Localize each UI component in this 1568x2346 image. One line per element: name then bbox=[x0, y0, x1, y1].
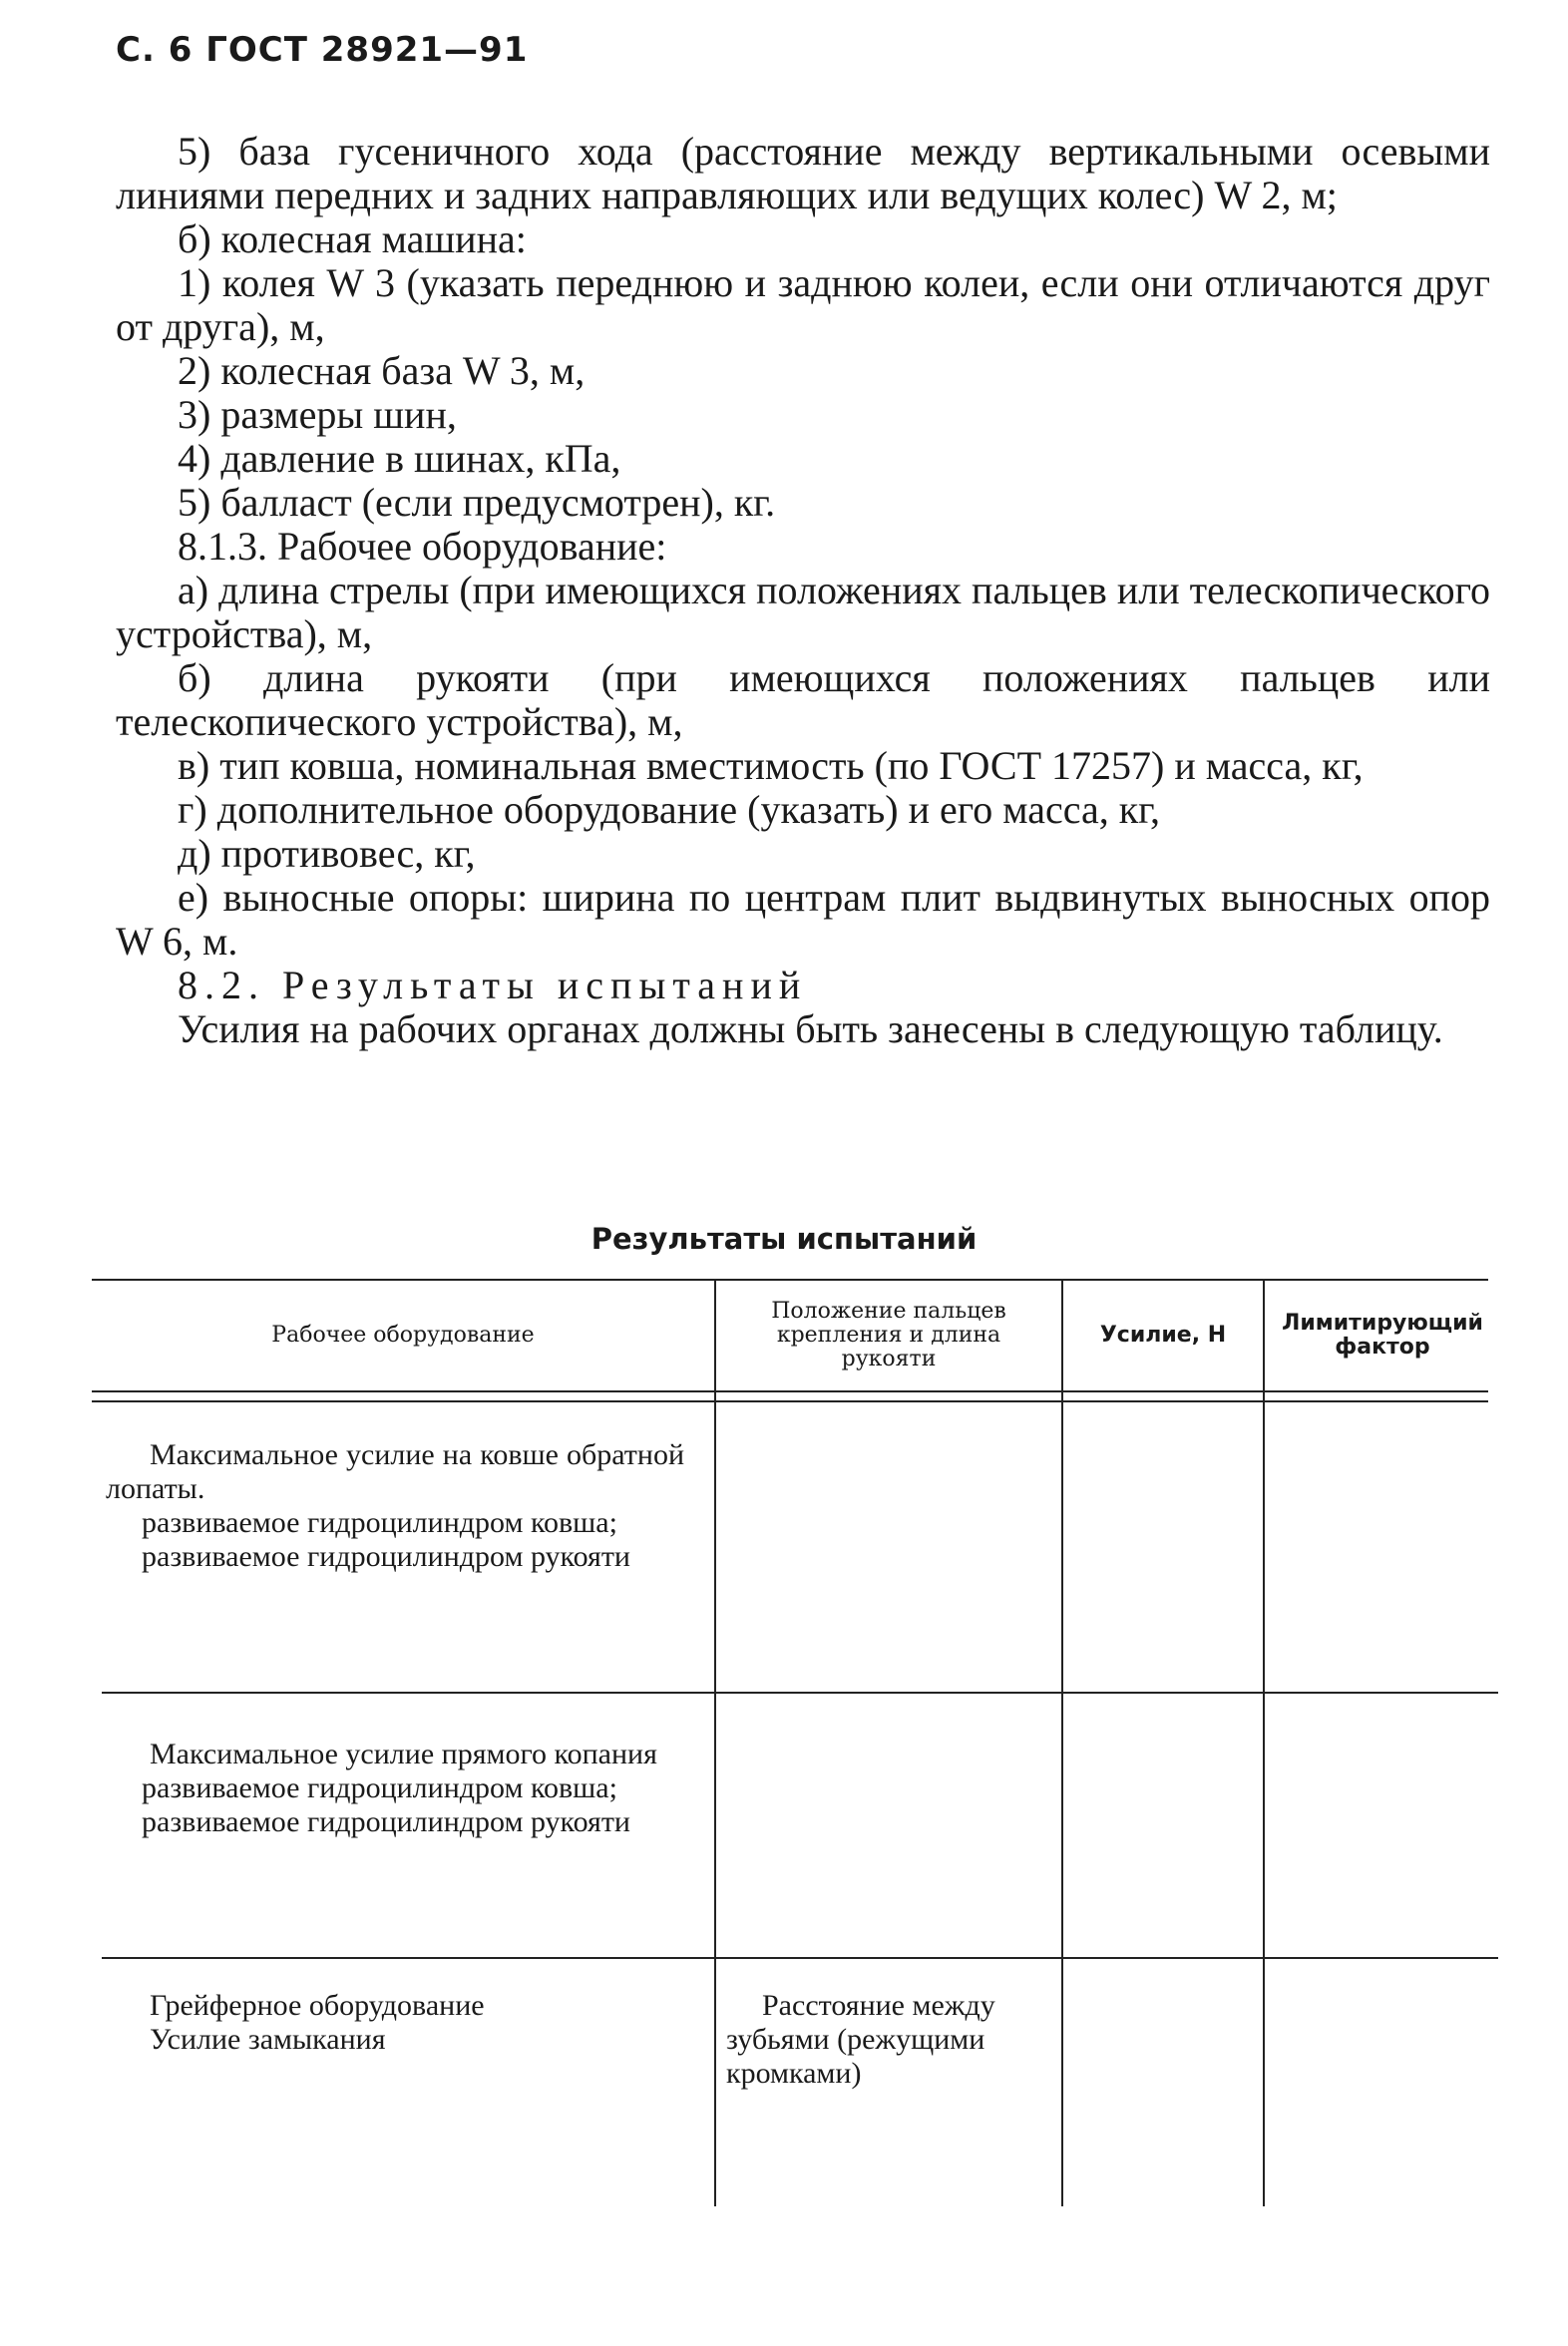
page-header: С. 6 ГОСТ 28921—91 bbox=[116, 30, 529, 70]
front-shovel-force-title: Максимальное усилие прямого копания bbox=[150, 1738, 657, 1770]
paragraph-working-equipment: 8.1.3. Рабочее оборудование: bbox=[178, 524, 667, 569]
paragraph-forces-table-intro: Усилия на рабочих органах должны быть занесены в следующую таблицу. bbox=[178, 1006, 1443, 1051]
column-divider-2 bbox=[1061, 1279, 1063, 2206]
column-divider-3 bbox=[1263, 1279, 1265, 2206]
paragraph-arm-length: б) длина рукояти (при имеющихся положениях пальцев или телескопического устройства), м, bbox=[116, 655, 1490, 744]
table-row-backhoe bbox=[106, 1438, 684, 1574]
row-divider-2 bbox=[102, 1957, 1498, 1959]
backhoe-arm-cylinder: развиваемое гидроцилиндром рукояти bbox=[142, 1540, 630, 1573]
backhoe-bucket-cylinder: развиваемое гидроцилиндром ковша; bbox=[142, 1506, 617, 1539]
paragraph-ballast: 5) балласт (если предусмотрен), кг. bbox=[178, 480, 776, 525]
backhoe-force-title: Максимальное усилие на ковше обратной лопаты. bbox=[106, 1438, 684, 1505]
column-header-force: Усилие, Н bbox=[1099, 1323, 1227, 1348]
paragraph-tire-pressure: 4) давление в шинах, кПа, bbox=[178, 436, 621, 481]
table-row-grab bbox=[106, 1989, 684, 2057]
paragraph-track-width: 1) колея W 3 (указать переднюю и заднюю колеи, если они отличаются друг от друга), м, bbox=[116, 260, 1490, 349]
grab-equipment-title: Грейферное оборудование bbox=[150, 1989, 485, 2022]
paragraph-track-base: 5) база гусеничного хода (расстояние между вертикальными осевыми линиями передних и задних направляющих или ведущих колес) W 2, м; bbox=[116, 129, 1490, 217]
header-bottom-rule-2 bbox=[92, 1400, 1488, 1402]
section-heading-results: 8.2. Результаты испытаний bbox=[178, 963, 808, 1007]
paragraph-additional-equipment: г) дополнительное оборудование (указать) и его масса, кг, bbox=[178, 787, 1161, 832]
column-divider-1 bbox=[714, 1279, 716, 2206]
row-divider-1 bbox=[102, 1692, 1498, 1694]
results-table bbox=[92, 1279, 1488, 2208]
paragraph-tire-sizes: 3) размеры шин, bbox=[178, 392, 457, 437]
table-title: Результаты испытаний bbox=[590, 1222, 978, 1256]
table-row-front-shovel bbox=[106, 1738, 684, 1839]
paragraph-bucket-type: в) тип ковша, номинальная вместимость (по ГОСТ 17257) и масса, кг, bbox=[178, 743, 1364, 788]
grab-teeth-distance: Расстояние между зубьями (режущими кромками) bbox=[726, 1989, 995, 2090]
paragraph-boom-length: а) длина стрелы (при имеющихся положениях пальцев или телескопического устройства), м, bbox=[116, 568, 1490, 656]
paragraph-wheel-base: 2) колесная база W 3, м, bbox=[178, 348, 586, 393]
front-shovel-bucket-cylinder: развиваемое гидроцилиндром ковша; bbox=[142, 1771, 617, 1804]
column-header-pin-position: Положение пальцев крепления и длина рукояти bbox=[771, 1299, 1006, 1371]
column-header-limiting-factor: Лимитирующий фактор bbox=[1282, 1311, 1483, 1360]
paragraph-wheeled-machine: б) колесная машина: bbox=[178, 216, 527, 261]
front-shovel-arm-cylinder: развиваемое гидроцилиндром рукояти bbox=[142, 1805, 630, 1838]
paragraph-counterweight: д) противовес, кг, bbox=[178, 831, 476, 876]
paragraph-outriggers: е) выносные опоры: ширина по центрам плит выдвинутых выносных опор W 6, м. bbox=[116, 875, 1490, 964]
header-bottom-rule-1 bbox=[92, 1390, 1488, 1392]
body-text bbox=[116, 130, 1490, 1051]
column-header-equipment: Рабочее оборудование bbox=[271, 1323, 535, 1348]
grab-position-cell bbox=[726, 1989, 1015, 2091]
grab-closing-force: Усилие замыкания bbox=[150, 2023, 386, 2056]
